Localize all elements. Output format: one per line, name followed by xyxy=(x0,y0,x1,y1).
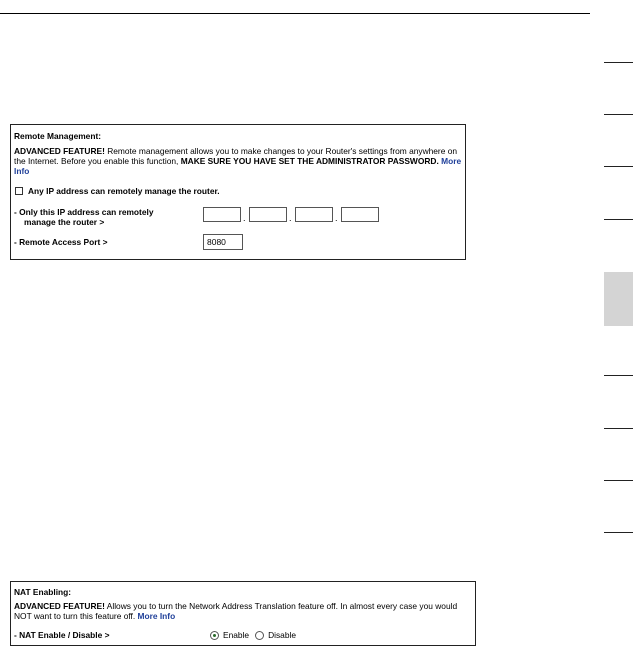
ip-separator: . xyxy=(289,213,292,223)
any-ip-label: Any IP address can remotely manage the router. xyxy=(28,186,220,196)
section-tab-divider xyxy=(604,166,633,167)
ip-separator: . xyxy=(335,213,338,223)
section-tab-divider xyxy=(604,62,633,63)
nat-toggle-label: - NAT Enable / Disable > xyxy=(14,630,110,640)
remote-management-description xyxy=(14,146,462,176)
description-text: Allows you to turn the Network Address Translation feature off. In almost every case you would NOT want to turn this feature off. xyxy=(14,601,458,621)
ip-octet-2-input[interactable] xyxy=(249,207,287,222)
ip-octet-1-input[interactable] xyxy=(203,207,241,222)
remote-management-panel xyxy=(10,124,466,260)
nat-disable-label: Disable xyxy=(268,630,297,640)
active-section-tab xyxy=(604,272,633,326)
only-ip-label: - Only this IP address can remotely manage the router > xyxy=(14,207,154,227)
nat-radio-group xyxy=(210,630,302,640)
advanced-feature-label: ADVANCED FEATURE! xyxy=(14,146,105,156)
ip-octet-3-input[interactable] xyxy=(295,207,333,222)
ip-octet-4-input[interactable] xyxy=(341,207,379,222)
page-top-rule xyxy=(0,13,590,14)
nat-disable-radio[interactable] xyxy=(255,631,264,640)
section-tab-divider xyxy=(604,532,633,533)
more-info-link[interactable]: More Info xyxy=(137,611,176,621)
remote-access-port-input[interactable]: 8080 xyxy=(203,234,243,250)
remote-management-title: Remote Management: xyxy=(14,131,102,141)
section-tab-divider xyxy=(604,375,633,376)
ip-separator: . xyxy=(243,213,246,223)
nat-description xyxy=(14,601,472,621)
password-warning: MAKE SURE YOU HAVE SET THE ADMINISTRATOR PASSWORD. xyxy=(180,156,439,166)
description-text: Remote management allows you to make changes to your Router's settings from anywhere on the Internet. Before you enable this function, xyxy=(14,146,458,166)
section-tab-divider xyxy=(604,114,633,115)
nat-enable-radio[interactable] xyxy=(210,631,219,640)
section-tab-divider xyxy=(604,428,633,429)
section-tab-divider xyxy=(604,219,633,220)
remote-access-port-label: - Remote Access Port > xyxy=(14,237,108,247)
any-ip-row xyxy=(15,186,220,196)
nat-enabling-title: NAT Enabling: xyxy=(14,587,72,597)
more-info-link[interactable]: More Info xyxy=(14,156,462,176)
nat-enable-label: Enable xyxy=(223,630,250,640)
advanced-feature-label: ADVANCED FEATURE! xyxy=(14,601,105,611)
any-ip-checkbox[interactable] xyxy=(15,187,23,195)
section-tab-divider xyxy=(604,480,633,481)
nat-enabling-panel xyxy=(10,581,476,646)
